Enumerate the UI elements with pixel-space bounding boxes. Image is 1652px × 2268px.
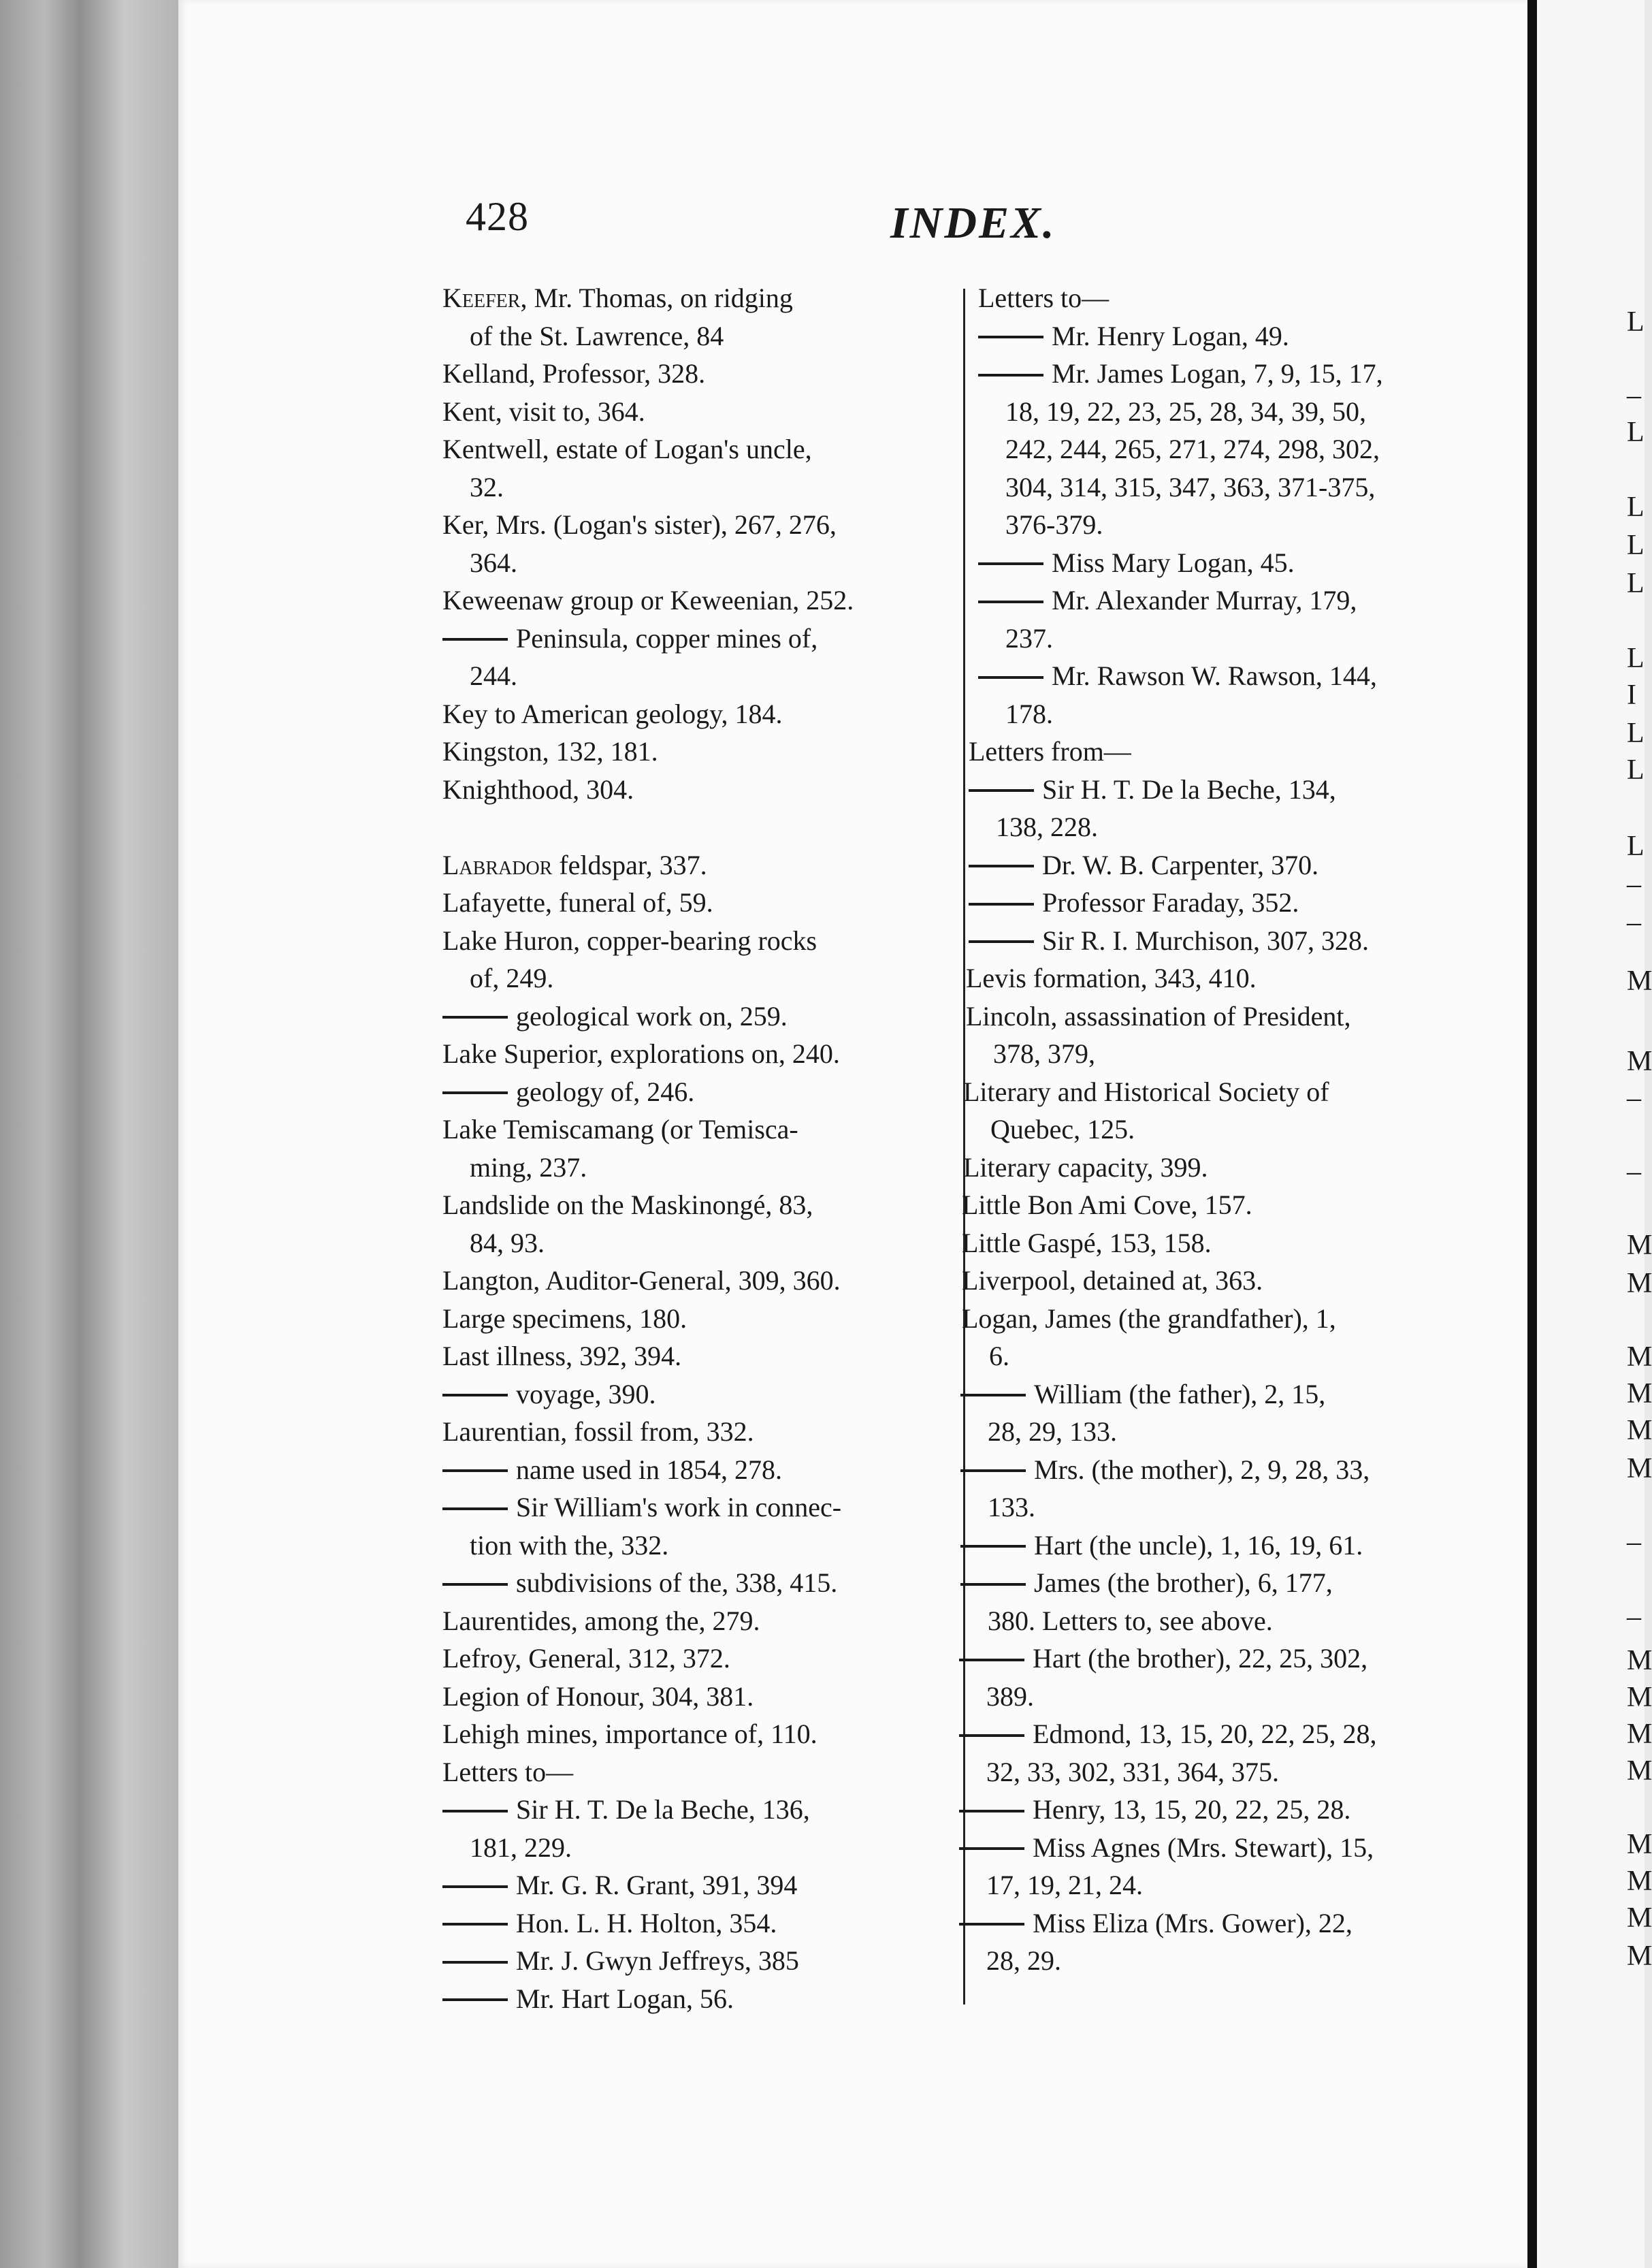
index-entry-line: [956, 506, 1460, 544]
index-entry-text: Mr. G. R. Grant, 391, 394: [516, 1870, 798, 1900]
index-entry-line: [442, 1300, 946, 1338]
index-entry-text: 32, 33, 302, 331, 364, 375.: [986, 1756, 1279, 1787]
index-entry-line: [956, 771, 1460, 809]
index-entry-line: [956, 1942, 1460, 1980]
adjacent-page-fragment: M: [1627, 1341, 1652, 1373]
index-entry-text: of, 249.: [470, 963, 554, 993]
index-entry-line: [956, 733, 1460, 771]
index-entry-text: Liverpool, detained at, 363.: [962, 1265, 1263, 1296]
index-entry-line: [442, 1186, 946, 1224]
index-entry-text: Dr. W. B. Carpenter, 370.: [1042, 849, 1319, 880]
adjacent-page-fragment: L: [1627, 754, 1645, 786]
index-entry-text: Legion of Honour, 304, 381.: [442, 1680, 754, 1712]
ditto-dash: [442, 1394, 508, 1396]
ditto-dash: [960, 1545, 1026, 1548]
index-entry-text: voyage, 390.: [516, 1378, 656, 1409]
adjacent-page-fragment: L: [1627, 568, 1645, 599]
ditto-dash: [978, 562, 1043, 565]
running-head: INDEX.: [890, 198, 1056, 248]
adjacent-page-fragment: M: [1627, 1645, 1652, 1676]
index-entry-text: 389.: [986, 1680, 1034, 1712]
ditto-dash: [959, 1810, 1024, 1812]
adjacent-page-fragment: –: [1627, 1601, 1641, 1633]
page-edge-shadow: [1527, 0, 1537, 2268]
index-entry-text: 6.: [989, 1341, 1009, 1371]
index-entry-text: 244.: [470, 660, 517, 691]
adjacent-page-fragment: –: [1627, 1156, 1641, 1187]
index-entry-line: [442, 1488, 946, 1527]
adjacent-page-fragment: M: [1627, 1046, 1652, 1077]
adjacent-page-fragment: L: [1627, 643, 1645, 674]
index-entry-line: [442, 581, 946, 620]
adjacent-page-fragment: M: [1627, 1755, 1652, 1787]
index-section-gap: [442, 808, 946, 846]
index-entry-text: Key to American geology, 184.: [442, 698, 783, 729]
index-entry-line: [442, 355, 946, 393]
index-headword: Labrador: [442, 849, 553, 880]
index-entry-line: [956, 1866, 1460, 1904]
index-headword: Keefer,: [442, 283, 528, 313]
index-entry-text: Lake Huron, copper-bearing rocks: [442, 925, 817, 956]
index-entry-line: [442, 1111, 946, 1149]
ditto-dash: [442, 1885, 508, 1888]
index-entry-line: [442, 1791, 946, 1829]
index-entry-line: [442, 430, 946, 468]
index-entry-text: Mr. J. Gwyn Jeffreys, 385: [516, 1945, 799, 1976]
adjacent-page-fragment: M: [1627, 1453, 1652, 1484]
ditto-dash: [960, 1583, 1026, 1586]
adjacent-page-fragment: L: [1627, 831, 1645, 862]
index-entry-text: 378, 379,: [993, 1038, 1095, 1069]
index-entry-line: [442, 1942, 946, 1980]
index-entry-text: Peninsula, copper mines of,: [516, 622, 818, 654]
index-entry-text: Last illness, 392, 394.: [442, 1341, 682, 1371]
index-entry-line: [442, 1149, 946, 1187]
adjacent-page-fragment: M: [1627, 1682, 1652, 1713]
index-entry-line: [956, 1337, 1460, 1375]
index-entry-text: 237.: [1005, 622, 1053, 654]
index-entry-line: [956, 997, 1460, 1036]
index-entry-line: [956, 1829, 1460, 1867]
index-entry-line: [956, 1073, 1460, 1111]
index-entry-line: [442, 733, 946, 771]
index-entry-line: [442, 317, 946, 355]
index-entry-line: [956, 279, 1460, 317]
index-entry-text: 304, 314, 315, 347, 363, 371-375,: [1005, 471, 1376, 502]
adjacent-page-fragment: L: [1627, 718, 1645, 749]
index-entry-line: [956, 1791, 1460, 1829]
adjacent-page-fragment: –: [1627, 380, 1641, 411]
adjacent-page-fragment: M: [1627, 1415, 1652, 1446]
index-entry-text: of the St. Lawrence, 84: [470, 320, 724, 351]
index-entry-line: [442, 1715, 946, 1753]
index-entry-line: [442, 846, 946, 884]
index-entry-line: [956, 884, 1460, 922]
index-entry-line: [442, 771, 946, 809]
index-entry-text: Langton, Auditor-General, 309, 360.: [442, 1265, 841, 1296]
index-entry-line: [442, 1413, 946, 1451]
index-entry-text: Large specimens, 180.: [442, 1303, 687, 1334]
ditto-dash: [442, 1469, 508, 1472]
index-entry-text: Kelland, Professor, 328.: [442, 358, 706, 389]
index-entry-text: Mrs. (the mother), 2, 9, 28, 33,: [1034, 1454, 1370, 1485]
page-number: 428: [466, 194, 529, 239]
index-entry-text: Lake Superior, explorations on, 240.: [442, 1038, 840, 1069]
adjacent-page-fragment: M: [1627, 1829, 1652, 1860]
index-entry-text: 242, 244, 265, 271, 274, 298, 302,: [1005, 434, 1380, 464]
index-entry-text: Literary and Historical Society of: [963, 1076, 1329, 1107]
adjacent-page-fragment: L: [1627, 306, 1645, 338]
index-entry-text: Mr. Thomas, on ridging: [527, 283, 793, 313]
index-entry-line: [956, 1149, 1460, 1187]
index-entry-text: Laurentides, among the, 279.: [442, 1605, 760, 1636]
index-entry-line: [956, 1753, 1460, 1791]
index-entry-line: [442, 393, 946, 431]
adjacent-page-fragment: –: [1627, 1083, 1641, 1114]
ditto-dash: [442, 1961, 508, 1964]
index-entry-line: [956, 355, 1460, 393]
index-entry-text: Mr. Henry Logan, 49.: [1052, 320, 1289, 351]
ditto-dash: [969, 903, 1034, 906]
index-column-right: [956, 279, 1460, 1980]
index-entry-text: 28, 29, 133.: [988, 1416, 1117, 1447]
index-entry-text: Lincoln, assassination of President,: [966, 1000, 1351, 1032]
index-entry-text: Laurentian, fossil from, 332.: [442, 1416, 754, 1447]
ditto-dash: [442, 1507, 508, 1510]
index-entry-line: [956, 317, 1460, 355]
ditto-dash: [959, 1847, 1024, 1850]
index-entry-line: [956, 1640, 1460, 1678]
index-entry-line: [442, 1753, 946, 1791]
index-entry-text: Sir R. I. Murchison, 307, 328.: [1042, 925, 1369, 956]
index-entry-text: Miss Eliza (Mrs. Gower), 22,: [1033, 1907, 1353, 1938]
index-entry-text: 380. Letters to, see above.: [988, 1605, 1273, 1636]
ditto-dash: [442, 1016, 508, 1019]
adjacent-page-fragment: M: [1627, 965, 1652, 997]
index-entry-line: [442, 657, 946, 695]
index-entry-text: 84, 93.: [470, 1227, 545, 1258]
index-entry-text: Landslide on the Maskinongé, 83,: [442, 1189, 813, 1220]
index-entry-text: 32.: [470, 471, 504, 502]
index-entry-text: Lafayette, funeral of, 59.: [442, 887, 713, 918]
index-entry-line: [956, 808, 1460, 846]
index-entry-text: feldspar, 337.: [552, 849, 707, 880]
ditto-dash: [442, 1583, 508, 1586]
index-entry-line: [442, 468, 946, 507]
adjacent-page-fragment: M: [1627, 1940, 1652, 1972]
ditto-dash: [959, 1734, 1024, 1737]
adjacent-page-fragment: M: [1627, 1866, 1652, 1897]
index-entry-text: Hon. L. H. Holton, 354.: [516, 1907, 777, 1938]
index-entry-text: Knighthood, 304.: [442, 773, 634, 805]
index-entry-line: [442, 279, 946, 317]
ditto-dash: [959, 1923, 1024, 1926]
index-entry-line: [442, 1640, 946, 1678]
index-entry-line: [442, 1035, 946, 1073]
index-entry-text: William (the father), 2, 15,: [1034, 1378, 1326, 1409]
index-entry-line: [956, 1262, 1460, 1300]
index-entry-line: [956, 1564, 1460, 1602]
index-entry-line: [442, 1678, 946, 1716]
index-column-left: [442, 279, 946, 2017]
adjacent-page-fragment: M: [1627, 1719, 1652, 1750]
index-entry-text: Mr. Rawson W. Rawson, 144,: [1052, 660, 1377, 691]
index-entry-text: Keweenaw group or Keweenian, 252.: [442, 585, 854, 616]
index-entry-line: [442, 1527, 946, 1565]
index-entry-line: [442, 997, 946, 1036]
index-entry-text: 364.: [470, 547, 517, 578]
index-entry-text: 376-379.: [1005, 509, 1103, 540]
index-entry-text: Sir H. T. De la Beche, 134,: [1042, 773, 1336, 805]
index-entry-text: geology of, 246.: [516, 1076, 695, 1107]
index-entry-line: [442, 1829, 946, 1867]
index-entry-line: [442, 544, 946, 582]
index-entry-text: Sir William's work in connec-: [516, 1492, 842, 1522]
index-entry-line: [956, 620, 1460, 658]
index-entry-text: Mr. Hart Logan, 56.: [516, 1983, 734, 2014]
index-entry-text: geological work on, 259.: [516, 1000, 788, 1032]
ditto-dash: [969, 940, 1034, 943]
index-entry-line: [956, 846, 1460, 884]
index-entry-line: [956, 1715, 1460, 1753]
index-entry-line: [442, 1451, 946, 1489]
index-entry-line: [442, 1224, 946, 1262]
index-entry-line: [956, 1488, 1460, 1527]
index-entry-line: [956, 1035, 1460, 1073]
index-entry-line: [442, 1904, 946, 1943]
ditto-dash: [442, 638, 508, 641]
adjacent-page-fragment: M: [1627, 1902, 1652, 1934]
index-entry-line: [956, 1224, 1460, 1262]
index-entry-text: Mr. Alexander Murray, 179,: [1052, 585, 1357, 616]
index-entry-text: Ker, Mrs. (Logan's sister), 267, 276,: [442, 509, 837, 540]
index-entry-line: [956, 922, 1460, 960]
index-entry-line: [442, 922, 946, 960]
ditto-dash: [969, 789, 1034, 792]
adjacent-page-fragment: L: [1627, 417, 1645, 448]
ditto-dash: [978, 336, 1043, 338]
index-entry-text: 28, 29.: [986, 1945, 1061, 1976]
adjacent-page-fragment: I: [1627, 680, 1636, 711]
index-entry-text: Levis formation, 343, 410.: [966, 963, 1257, 993]
index-entry-line: [442, 959, 946, 997]
index-entry-text: tion with the, 332.: [470, 1529, 669, 1561]
adjacent-page-fragment: M: [1627, 1378, 1652, 1409]
ditto-dash: [978, 676, 1043, 679]
index-entry-text: Mr. James Logan, 7, 9, 15, 17,: [1052, 358, 1383, 389]
index-entry-line: [956, 695, 1460, 733]
index-entry-text: Little Gaspé, 153, 158.: [962, 1227, 1212, 1258]
index-entry-line: [442, 1602, 946, 1640]
scan-binding-margin: [0, 0, 178, 2268]
index-entry-line: [956, 1602, 1460, 1640]
ditto-dash: [960, 1469, 1026, 1472]
index-entry-text: Kentwell, estate of Logan's uncle,: [442, 434, 812, 464]
index-entry-text: 18, 19, 22, 23, 25, 28, 34, 39, 50,: [1005, 396, 1366, 427]
index-entry-line: [442, 884, 946, 922]
adjacent-page-fragment: M: [1627, 1268, 1652, 1299]
index-entry-line: [956, 544, 1460, 582]
index-entry-text: Letters to—: [442, 1756, 574, 1787]
index-entry-line: [956, 657, 1460, 695]
index-entry-text: 138, 228.: [996, 812, 1098, 842]
ditto-dash: [978, 374, 1043, 377]
ditto-dash: [969, 865, 1034, 867]
index-entry-line: [956, 1186, 1460, 1224]
index-entry-text: Lefroy, General, 312, 372.: [442, 1643, 730, 1674]
index-entry-line: [442, 1375, 946, 1413]
index-entry-line: [442, 1980, 946, 2018]
ditto-dash: [978, 601, 1043, 603]
index-entry-text: Miss Mary Logan, 45.: [1052, 547, 1295, 578]
index-entry-text: Lake Temiscamang (or Temisca-: [442, 1114, 798, 1145]
ditto-dash: [442, 1810, 508, 1812]
index-entry-line: [956, 1904, 1460, 1943]
index-entry-line: [442, 1337, 946, 1375]
index-entry-text: Logan, James (the grandfather), 1,: [962, 1303, 1336, 1334]
index-entry-text: 17, 19, 21, 24.: [986, 1870, 1143, 1900]
index-entry-text: Sir H. T. De la Beche, 136,: [516, 1794, 810, 1825]
index-entry-line: [956, 1451, 1460, 1489]
index-entry-line: [956, 1300, 1460, 1338]
index-entry-text: Little Bon Ami Cove, 157.: [962, 1189, 1252, 1220]
ditto-dash: [442, 1998, 508, 2001]
index-entry-line: [442, 1866, 946, 1904]
index-entry-text: 181, 229.: [470, 1832, 572, 1863]
index-entry-text: Letters to—: [978, 283, 1110, 313]
index-entry-text: Quebec, 125.: [990, 1114, 1135, 1145]
index-entry-line: [956, 468, 1460, 507]
index-entry-line: [956, 1678, 1460, 1716]
index-entry-text: Miss Agnes (Mrs. Stewart), 15,: [1033, 1832, 1374, 1863]
index-entry-line: [956, 430, 1460, 468]
ditto-dash: [959, 1659, 1024, 1661]
ditto-dash: [960, 1394, 1026, 1396]
index-entry-line: [442, 620, 946, 658]
adjacent-page-fragment: –: [1627, 869, 1641, 900]
adjacent-page-fragment: –: [1627, 1527, 1641, 1558]
index-entry-text: subdivisions of the, 338, 415.: [516, 1567, 838, 1598]
index-entry-line: [956, 959, 1460, 997]
index-entry-line: [956, 581, 1460, 620]
index-entry-line: [956, 1413, 1460, 1451]
index-entry-line: [956, 1527, 1460, 1565]
index-entry-text: Hart (the uncle), 1, 16, 19, 61.: [1034, 1529, 1363, 1561]
adjacent-page-fragment: M: [1627, 1230, 1652, 1261]
index-entry-text: Kent, visit to, 364.: [442, 396, 645, 427]
index-entry-line: [442, 1073, 946, 1111]
index-entry-text: Professor Faraday, 352.: [1042, 887, 1299, 918]
index-entry-text: name used in 1854, 278.: [516, 1454, 783, 1485]
index-entry-text: Henry, 13, 15, 20, 22, 25, 28.: [1033, 1794, 1351, 1825]
index-entry-line: [442, 506, 946, 544]
adjacent-page-strip: [1537, 0, 1652, 2268]
ditto-dash: [442, 1923, 508, 1926]
index-entry-text: Hart (the brother), 22, 25, 302,: [1033, 1643, 1368, 1674]
index-entry-text: James (the brother), 6, 177,: [1034, 1567, 1333, 1598]
index-entry-line: [956, 1111, 1460, 1149]
index-entry-text: Letters from—: [969, 736, 1131, 767]
adjacent-page-fragment: L: [1627, 492, 1645, 523]
index-entry-line: [442, 1564, 946, 1602]
index-entry-text: Edmond, 13, 15, 20, 22, 25, 28,: [1033, 1719, 1377, 1749]
index-entry-text: Literary capacity, 399.: [963, 1151, 1208, 1183]
adjacent-page-fragment: L: [1627, 530, 1645, 561]
index-entry-line: [442, 695, 946, 733]
index-entry-text: 178.: [1005, 698, 1053, 729]
index-entry-text: 133.: [988, 1492, 1035, 1522]
index-entry-text: ming, 237.: [470, 1151, 587, 1183]
index-entry-line: [956, 1375, 1460, 1413]
index-entry-text: Kingston, 132, 181.: [442, 736, 658, 767]
index-entry-line: [956, 393, 1460, 431]
adjacent-page-fragment: –: [1627, 907, 1641, 938]
index-entry-text: Lehigh mines, importance of, 110.: [442, 1719, 817, 1749]
index-entry-line: [442, 1262, 946, 1300]
ditto-dash: [442, 1091, 508, 1094]
